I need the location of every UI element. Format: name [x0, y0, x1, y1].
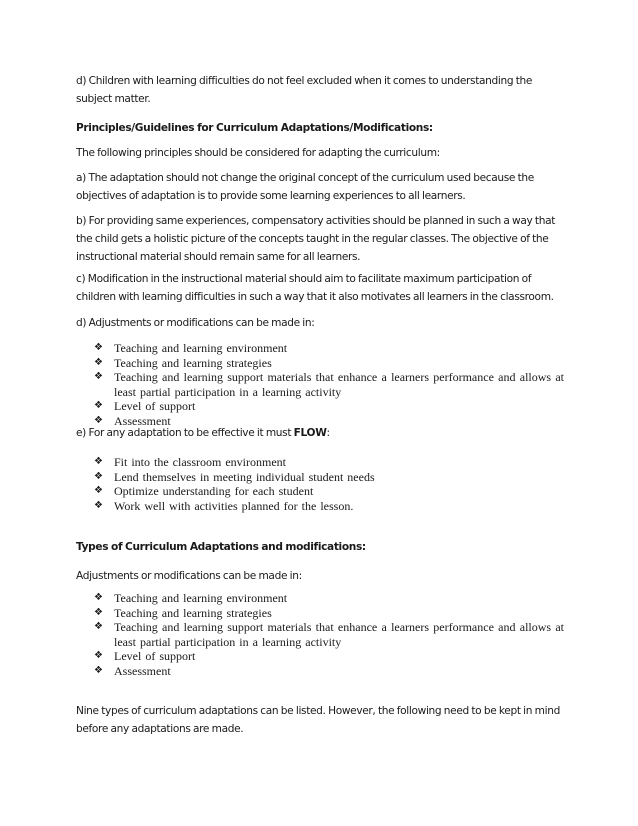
list-item: ❖ Assessment: [94, 663, 171, 678]
list-item: ❖ Teaching and learning strategies: [94, 605, 272, 620]
list-item: ❖ Teaching and learning support materials that enhance a learners performance and allows at least partial participation in a learning activity: [94, 370, 564, 399]
diamond-bullet-icon: ❖: [94, 664, 103, 676]
list-item: ❖ Teaching and learning strategies: [94, 355, 272, 370]
list-item: ❖ Level of support: [94, 649, 196, 663]
bullet-list-adjustments-1: [94, 341, 564, 428]
bullet-list-flow: [94, 455, 564, 513]
diamond-bullet-icon: ❖: [94, 400, 103, 411]
diamond-bullet-icon: ❖: [94, 650, 103, 661]
list-item: ❖ Teaching and learning support materials that enhance a learners performance and allows at least partial participation in a learning activity: [94, 620, 564, 649]
list-item: ❖ Teaching and learning environment: [94, 341, 288, 355]
bullet-list-adjustments-2: [94, 591, 564, 678]
list-item: ❖ Fit into the classroom environment: [94, 455, 286, 469]
heading-principles: Principles/Guidelines for Curriculum Adaptations/Modifications:: [76, 122, 433, 134]
paragraph-principle-e: e) For any adaptation to be effective it must FLOW:: [76, 427, 330, 439]
diamond-bullet-icon: ❖: [94, 342, 103, 353]
diamond-bullet-icon: ❖: [94, 414, 103, 426]
diamond-bullet-icon: ❖: [94, 606, 103, 618]
list-item: ❖ Assessment: [94, 413, 171, 428]
paragraph-principle-c: c) Modification in the instructional material should aim to facilitate maximum participation of children with learning difficulties in such a way that it also motivates all learners in the classroom.: [76, 273, 554, 303]
paragraph-nine-types: Nine types of curriculum adaptations can be listed. However, the following need to be kept in mind before any adaptations are made.: [76, 705, 560, 735]
diamond-bullet-icon: ❖: [94, 470, 103, 482]
diamond-bullet-icon: ❖: [94, 499, 103, 511]
list-item: ❖ Teaching and learning environment: [94, 591, 288, 605]
heading-types: Types of Curriculum Adaptations and modifications:: [76, 541, 366, 553]
paragraph-principles-intro: The following principles should be considered for adapting the curriculum:: [76, 147, 440, 159]
paragraph-children-excluded: d) Children with learning difficulties do not feel excluded when it comes to understanding the subject matter.: [76, 75, 533, 105]
list-item: ❖ Optimize understanding for each student: [94, 484, 314, 498]
list-item: ❖ Work well with activities planned for the lesson.: [94, 498, 354, 513]
paragraph-principle-d: d) Adjustments or modifications can be made in:: [76, 317, 315, 329]
diamond-bullet-icon: ❖: [94, 356, 103, 368]
flow-keyword: FLOW: [293, 427, 327, 439]
diamond-bullet-icon: ❖: [94, 371, 103, 382]
diamond-bullet-icon: ❖: [94, 456, 103, 467]
list-item: ❖ Level of support: [94, 399, 196, 413]
list-item: ❖ Lend themselves in meeting individual student needs: [94, 469, 375, 484]
diamond-bullet-icon: ❖: [94, 485, 103, 496]
paragraph-adjustments-2: Adjustments or modifications can be made in:: [76, 570, 302, 582]
diamond-bullet-icon: ❖: [94, 621, 103, 632]
diamond-bullet-icon: ❖: [94, 592, 103, 603]
paragraph-principle-b: b) For providing same experiences, compensatory activities should be planned in such a way that the child gets a holistic picture of the concepts taught in the regular classes. The objective of the instructional material should remain same for all learners.: [76, 215, 556, 263]
paragraph-principle-a: a) The adaptation should not change the original concept of the curriculum used because the objectives of adaptation is to provide some learning experiences to all learners.: [76, 172, 534, 202]
